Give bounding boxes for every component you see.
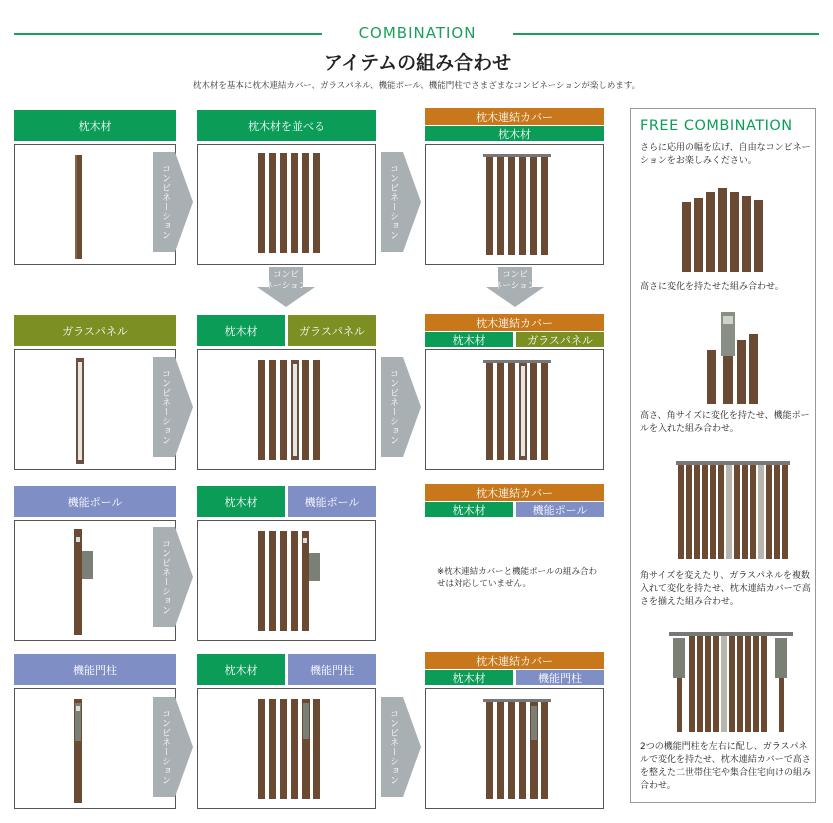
header-rule-right bbox=[513, 33, 819, 35]
posts-with-pole-image bbox=[198, 521, 375, 640]
label-function-pole: 機能ポール bbox=[14, 486, 176, 517]
label-function-pole: 機能ポール bbox=[288, 486, 376, 517]
gatepost-image bbox=[15, 689, 175, 808]
label-glass-small: ガラスパネル bbox=[516, 332, 604, 347]
arrow-label: コンビネーション bbox=[388, 164, 398, 240]
label-makuragi-small: 枕木材 bbox=[425, 126, 604, 141]
single-post-image bbox=[15, 145, 175, 264]
label-function-gatepost: 機能門柱 bbox=[14, 654, 176, 685]
image-box-gatepost bbox=[14, 688, 176, 809]
free-image-double-gatepost bbox=[667, 630, 795, 734]
free-image-pole-combo bbox=[703, 310, 773, 406]
free-intro: さらに応用の幅を広げ、自由なコンビネーションをお楽しみください。 bbox=[640, 143, 811, 166]
free-image-wide-fence bbox=[674, 459, 792, 563]
covered-posts-gatepost-image bbox=[426, 689, 603, 808]
image-box-function-pole bbox=[14, 520, 176, 641]
label-makuragi-small: 枕木材 bbox=[425, 670, 513, 685]
arrow-label: コンビネーション bbox=[388, 709, 398, 785]
label-cover: 枕木連結カバー bbox=[425, 314, 604, 331]
label-cover: 枕木連結カバー bbox=[425, 484, 604, 501]
arrow-label: コンビネーション bbox=[388, 369, 398, 445]
function-pole-image bbox=[15, 521, 175, 640]
image-box-posts-pole bbox=[197, 520, 376, 641]
glass-panel-image bbox=[15, 350, 175, 469]
image-box-covered-glass bbox=[425, 349, 604, 470]
free-combination-title: FREE COMBINATION bbox=[640, 118, 793, 134]
label-makuragi: 枕木材 bbox=[14, 110, 176, 141]
free-caption-3: 角サイズを変えたり、ガラスパネルを複数入れて変化を持たせ、枕木連結カバーで高さを揃えた組み合わせ。 bbox=[640, 571, 811, 607]
image-box-covered-posts bbox=[425, 144, 604, 265]
image-box-covered-gatepost bbox=[425, 688, 604, 809]
section-label: COMBINATION bbox=[358, 24, 477, 42]
page-title: アイテムの組み合わせ bbox=[323, 52, 512, 74]
image-box-posts-glass bbox=[197, 349, 376, 470]
label-makuragi-small: 枕木材 bbox=[425, 502, 513, 517]
arrow-label: コンビネーション bbox=[160, 164, 170, 240]
free-caption-2: 高さ、角サイズに変化を持たせ、機能ポールを入れた組み合わせ。 bbox=[640, 411, 810, 434]
posts-with-gatepost-image bbox=[198, 689, 375, 808]
covered-posts-image bbox=[426, 145, 603, 264]
label-glass-panel: ガラスパネル bbox=[14, 315, 176, 346]
compatibility-note: ※枕木連結カバーと機能ポールの組み合わせは対応していません。 bbox=[437, 567, 597, 589]
covered-posts-glass-image bbox=[426, 350, 603, 469]
free-image-staggered bbox=[676, 186, 776, 276]
arrow-label: コンビネーション bbox=[160, 369, 170, 445]
label-pole-small: 機能ポール bbox=[516, 502, 604, 517]
posts-with-glass-image bbox=[198, 350, 375, 469]
arranged-posts-image bbox=[198, 145, 375, 264]
label-makuragi: 枕木材 bbox=[197, 654, 285, 685]
label-cover: 枕木連結カバー bbox=[425, 108, 604, 125]
arrow-label: コンビネーション bbox=[160, 539, 170, 615]
label-gatepost-small: 機能門柱 bbox=[516, 670, 604, 685]
free-caption-4: 2つの機能門柱を左右に配し、ガラスパネルで変化を持たせ、枕木連結カバーで高さを整えた二世帯住宅や集合住宅向けの組み合わせ。 bbox=[640, 742, 812, 791]
label-arrange-makuragi: 枕木材を並べる bbox=[197, 110, 376, 141]
image-box-arranged-posts bbox=[197, 144, 376, 265]
label-makuragi: 枕木材 bbox=[197, 486, 285, 517]
down-arrow-label: コンビ ネーション bbox=[264, 270, 308, 291]
image-box-makuragi bbox=[14, 144, 176, 265]
label-cover: 枕木連結カバー bbox=[425, 652, 604, 669]
label-glass-panel: ガラスパネル bbox=[288, 315, 376, 346]
page-subtitle: 枕木材を基本に枕木連結カバー、ガラスパネル、機能ポール、機能門柱でさまざまなコンビネーションが楽しめます。 bbox=[192, 81, 641, 91]
label-makuragi-small: 枕木材 bbox=[425, 332, 513, 347]
header-rule-left bbox=[14, 33, 322, 35]
label-function-gatepost: 機能門柱 bbox=[288, 654, 376, 685]
label-makuragi: 枕木材 bbox=[197, 315, 285, 346]
image-box-glass-panel bbox=[14, 349, 176, 470]
arrow-label: コンビネーション bbox=[160, 709, 170, 785]
image-box-posts-gatepost bbox=[197, 688, 376, 809]
down-arrow-label: コンビ ネーション bbox=[493, 270, 537, 291]
free-caption-1: 高さに変化を持たせた組み合わせ。 bbox=[640, 282, 784, 292]
